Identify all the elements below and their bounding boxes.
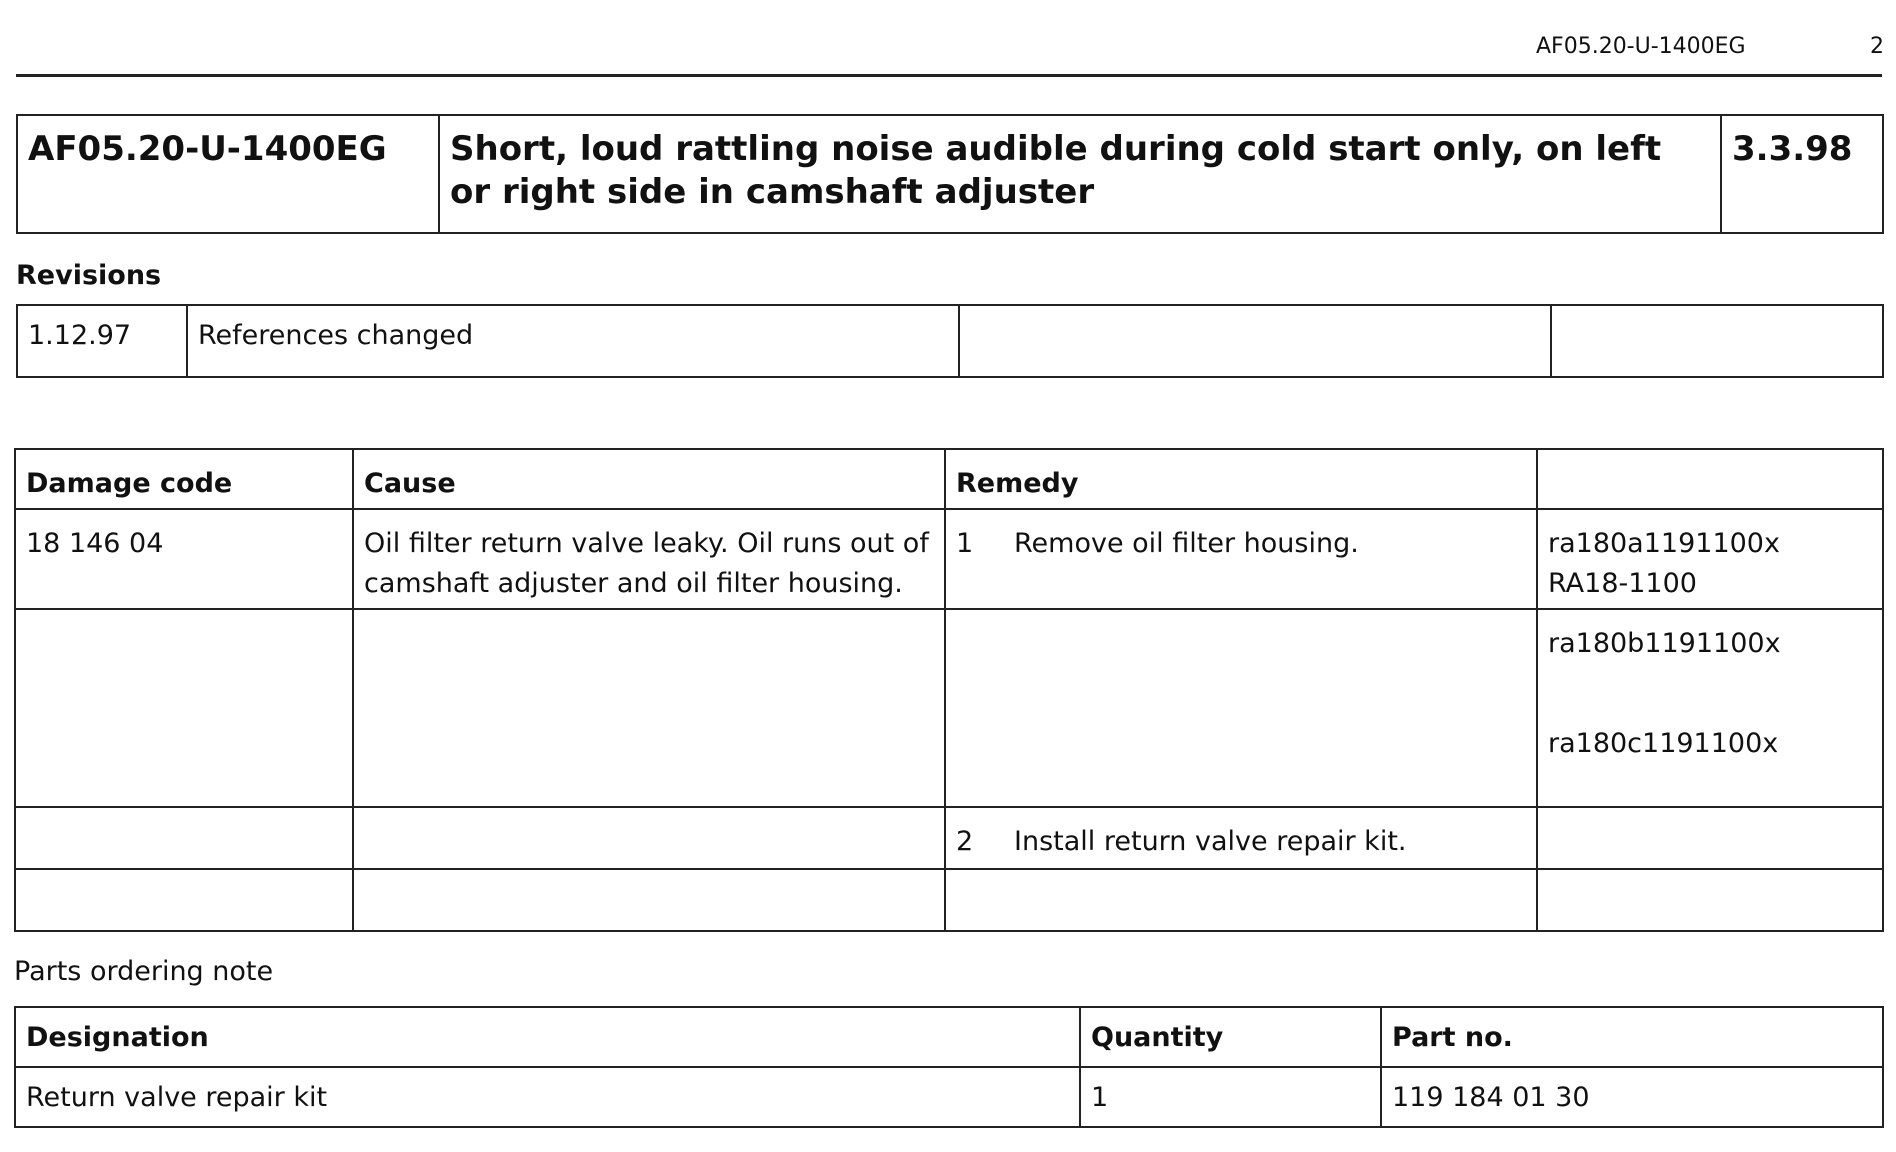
reference-link[interactable]: ra180a1191100x bbox=[1548, 528, 1780, 559]
remedy-step-2 bbox=[945, 807, 1537, 869]
header-doc-code: AF05.20-U-1400EG bbox=[1536, 34, 1746, 59]
revision-date: 1.12.97 bbox=[17, 305, 187, 377]
table-header-row bbox=[15, 1007, 1883, 1067]
title-block bbox=[16, 114, 1884, 234]
col-remedy: Remedy bbox=[945, 449, 1537, 509]
remedy-step-1 bbox=[945, 509, 1537, 609]
reference-cell bbox=[1537, 509, 1883, 609]
blank-cell bbox=[945, 869, 1537, 931]
blank-cell bbox=[1537, 807, 1883, 869]
blank-cell bbox=[1537, 869, 1883, 931]
step-text: Install return valve repair kit. bbox=[1014, 826, 1407, 857]
parts-heading: Parts ordering note bbox=[14, 956, 274, 987]
col-part-no: Part no. bbox=[1381, 1007, 1883, 1067]
blank-cell bbox=[15, 807, 353, 869]
table-row bbox=[15, 807, 1883, 869]
cause-text: Oil filter return valve leaky. Oil runs out of camshaft adjuster and oil filter housing. bbox=[353, 509, 945, 609]
damage-table bbox=[14, 448, 1884, 932]
revisions-heading: Revisions bbox=[16, 260, 162, 291]
table-row bbox=[15, 869, 1883, 931]
part-designation: Return valve repair kit bbox=[15, 1067, 1080, 1127]
col-damage-code: Damage code bbox=[15, 449, 353, 509]
revisions-table bbox=[16, 304, 1884, 378]
blank-cell bbox=[353, 807, 945, 869]
parts-table bbox=[14, 1006, 1884, 1128]
revision-text: References changed bbox=[187, 305, 959, 377]
page-number: 2 bbox=[1870, 34, 1884, 59]
title-text: Short, loud rattling noise audible during cold start only, on left or right side in camshaft adjuster bbox=[439, 115, 1721, 233]
table-header-row bbox=[15, 449, 1883, 509]
reference-cell bbox=[1537, 609, 1883, 807]
step-number: 2 bbox=[956, 826, 974, 857]
reference-link[interactable]: ra180b1191100x bbox=[1548, 628, 1781, 659]
table-row bbox=[15, 509, 1883, 609]
title-date: 3.3.98 bbox=[1721, 115, 1883, 233]
blank-cell bbox=[15, 869, 353, 931]
damage-code: 18 146 04 bbox=[15, 509, 353, 609]
reference-link[interactable]: ra180c1191100x bbox=[1548, 728, 1779, 759]
col-designation: Designation bbox=[15, 1007, 1080, 1067]
table-row bbox=[17, 305, 1883, 377]
col-reference bbox=[1537, 449, 1883, 509]
table-row bbox=[15, 609, 1883, 807]
revision-blank-2 bbox=[1551, 305, 1883, 377]
table-row bbox=[15, 1067, 1883, 1127]
part-number: 119 184 01 30 bbox=[1381, 1067, 1883, 1127]
part-quantity: 1 bbox=[1080, 1067, 1381, 1127]
title-code: AF05.20-U-1400EG bbox=[17, 115, 439, 233]
blank-cell bbox=[353, 869, 945, 931]
header-rule bbox=[16, 74, 1882, 77]
reference-link[interactable]: RA18-1100 bbox=[1548, 568, 1697, 599]
revision-blank-1 bbox=[959, 305, 1551, 377]
blank-cell bbox=[945, 609, 1537, 807]
blank-cell bbox=[15, 609, 353, 807]
col-quantity: Quantity bbox=[1080, 1007, 1381, 1067]
blank-cell bbox=[353, 609, 945, 807]
step-number: 1 bbox=[956, 528, 974, 559]
step-text: Remove oil filter housing. bbox=[1014, 528, 1359, 559]
col-cause: Cause bbox=[353, 449, 945, 509]
